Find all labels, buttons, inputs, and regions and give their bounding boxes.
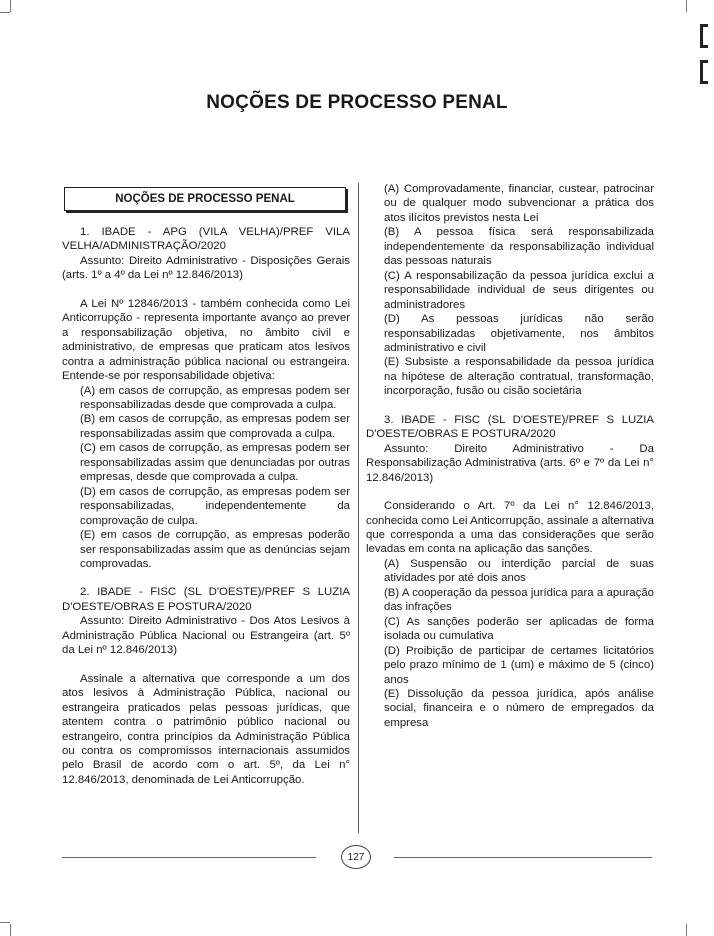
answer-option: (A) Comprovadamente, financiar, custear, patrocinar ou de qualquer modo subvencionar a prática dos atos ilícitos previstos nesta Lei xyxy=(384,183,654,224)
crop-mark xyxy=(686,924,687,936)
section-heading-box xyxy=(64,187,346,211)
answer-option: (D) em casos de corrupção, as empresas podem ser responsabilizadas, independentemente da comprovação de culpa. xyxy=(80,485,350,527)
paragraph: A Lei Nº 12846/2013 - também conhecida como Lei Anticorrupção - representa importante avanço ao prever a responsabilização objetiva, no âmbito civil e administrativo, de empresas que praticam atos lesivos contra a administração pública nacional ou estrangeira. Entende-se por responsabilidade objetiva: xyxy=(62,297,350,383)
registration-bracket xyxy=(700,60,708,84)
section-heading-label: NOÇÕES DE PROCESSO PENAL xyxy=(115,192,295,205)
paragraph: 2. IBADE - FISC (SL D'OESTE)/PREF S LUZIA D'OESTE/OBRAS E POSTURA/2020 xyxy=(62,586,350,613)
answer-option: (D) Proibição de participar de certames licitatórios pelo prazo mínimo de 1 (um) e máximo de 5 (cinco) anos xyxy=(384,644,654,686)
right-column xyxy=(366,182,654,730)
answer-option: (C) em casos de corrupção, as empresas podem ser responsabilizadas assim que denunciadas por outras empresas, desde que comprovada a culpa. xyxy=(80,442,350,484)
right-column-text xyxy=(366,182,654,730)
left-column-text xyxy=(62,225,350,787)
page-number: 127 xyxy=(341,845,371,869)
crop-mark xyxy=(686,0,687,12)
paragraph: Assinale a alternativa que corresponde a um dos atos lesivos à Administração Pública, nacional ou estrangeira praticados pelas pessoas jurídicas, que atentem contra o patrimônio público nacional ou estrangeiro, contra princípios da Administração Pública ou contra os compromissos internacionais assumidos pelo Brasil de acordo com o art. 5º, da Lei n° 12.846/2013, denominada de Lei Anticorrupção. xyxy=(62,672,350,786)
footer-rule-right xyxy=(394,857,652,858)
crop-mark xyxy=(0,12,10,13)
registration-bracket xyxy=(700,24,708,48)
answer-option: (B) A cooperação da pessoa jurídica para a apuração das infrações xyxy=(384,586,654,614)
page-title: NOÇÕES DE PROCESSO PENAL xyxy=(206,92,508,113)
answer-option: (E) Dissolução da pessoa jurídica, após análise social, financeira e o número de empregados da empresa xyxy=(384,687,654,729)
answer-option: (A) em casos de corrupção, as empresas podem ser responsabilizadas desde que comprovada a culpa. xyxy=(80,384,350,411)
paragraph: 1. IBADE - APG (VILA VELHA)/PREF VILA VELHA/ADMINISTRAÇÃO/2020 xyxy=(62,226,350,253)
answer-option: (B) em casos de corrupção, as empresas podem ser responsabilizadas assim que comprovada a culpa. xyxy=(80,413,350,440)
answer-option: (B) A pessoa física será responsabilizada independentemente da responsabilização individual das pessoas naturais xyxy=(384,226,654,268)
paragraph: Assunto: Direito Administrativo - Disposições Gerais (arts. 1º a 4º da Lei nº 12.846/2013) xyxy=(62,254,350,282)
crop-mark xyxy=(0,922,10,923)
crop-mark xyxy=(10,924,11,936)
answer-option: (C) A responsabilização da pessoa jurídica exclui a responsabilidade individual de seus dirigentes ou administradores xyxy=(384,269,654,311)
paragraph: Assunto: Direito Administrativo - Dos Atos Lesivos à Administração Pública Nacional ou Estrangeira (art. 5º da Lei nº 12.846/2013) xyxy=(62,615,350,657)
answer-option: (D) As pessoas jurídicas não serão responsabilizadas objetivamente, nos âmbitos administrativo e civil xyxy=(384,313,654,354)
crop-mark xyxy=(10,0,11,12)
paragraph: Considerando o Art. 7º da Lei n° 12.846/2013, conhecida como Lei Anticorrupção, assinale a alternativa que corresponda a uma das considerações que serão levadas em conta na aplicação das sanções. xyxy=(366,500,654,556)
answer-option: (C) As sanções poderão ser aplicadas de forma isolada ou cumulativa xyxy=(384,615,654,643)
column-divider xyxy=(358,183,359,833)
paragraph: Assunto: Direito Administrativo - Da Responsabilização Administrativa (arts. 6º e 7º da Lei n° 12.846/2013) xyxy=(366,442,654,484)
answer-option: (E) em casos de corrupção, as empresas poderão ser responsabilizadas assim que as denúncias sejam comprovadas. xyxy=(80,529,350,570)
answer-option: (A) Suspensão ou interdição parcial de suas atividades por até dois anos xyxy=(384,557,654,585)
footer-rule-left xyxy=(62,857,316,858)
answer-option: (E) Subsiste a responsabilidade da pessoa jurídica na hipótese de alteração contratual, transformação, incorporação, fusão ou cisão societária xyxy=(384,356,654,398)
left-column xyxy=(62,182,350,787)
paragraph: 3. IBADE - FISC (SL D'OESTE)/PREF S LUZIA D'OESTE/OBRAS E POSTURA/2020 xyxy=(366,413,654,441)
